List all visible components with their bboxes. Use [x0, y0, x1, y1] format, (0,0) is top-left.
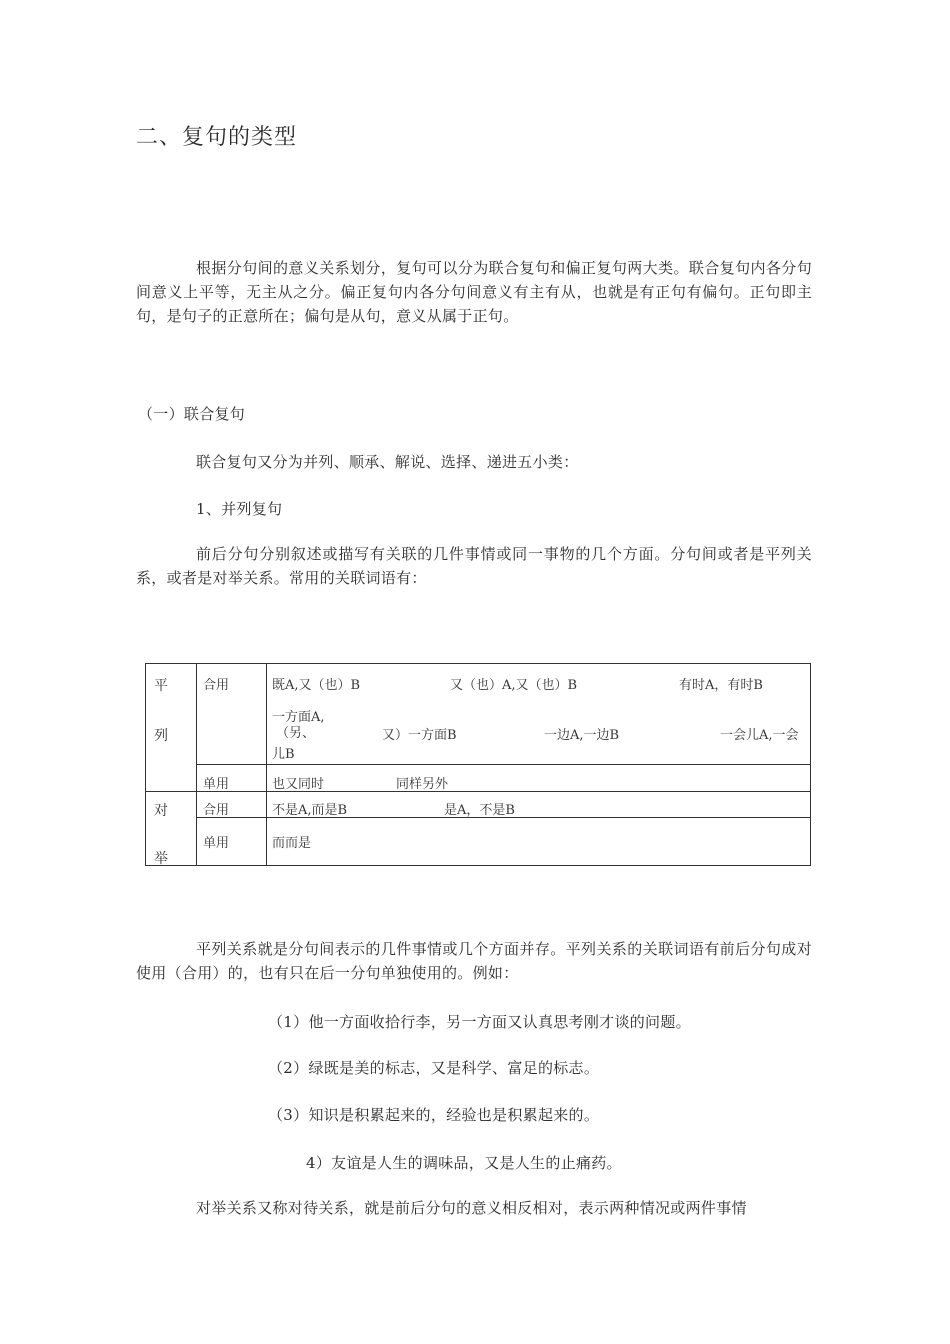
- intro-paragraph: 根据分句间的意义关系划分，复句可以分为联合复句和偏正复句两大类。联合复句内各分句间意义上平等，无主从之分。偏正复句内各分句间意义有主有从，也就是有正句有偏句。正句即主句，是句子的正意所在；偏句是从句，意义从属于正句。: [136, 259, 812, 325]
- conjunction: 一方面A,: [272, 710, 325, 725]
- conjunction: 是A，不是B: [444, 803, 515, 818]
- subsection-paragraph: 前后分句分别叙述或描写有关联的几件事情或同一事物的几个方面。分句间或者是平列关系，或者是对举关系。常用的关联词语有：: [136, 545, 812, 587]
- subsection-title: 1、并列复句: [196, 500, 283, 518]
- category-duiju-1: 对: [154, 803, 168, 819]
- conjunction: 既A,又（也）B: [272, 678, 361, 693]
- example-line: （1）他一方面收拾行李，另一方面又认真思考刚才谈的问题。: [268, 1013, 691, 1031]
- page-title: 二、复句的类型: [136, 125, 298, 150]
- conjunction: 而而是: [272, 836, 312, 851]
- last-paragraph-line: 对举关系又称对待关系，就是前后分句的意义相反相对，表示两种情况或两件事情: [196, 1199, 747, 1217]
- example-line: （3）知识是积累起来的，经验也是积累起来的。: [268, 1106, 600, 1124]
- example-line: （2）绿既是美的标志，又是科学、富足的标志。: [268, 1059, 600, 1077]
- conjunction: 也又同时: [272, 777, 325, 792]
- usage-danyong: 单用: [203, 777, 230, 792]
- conjunction: 又（也）A,又（也）B: [450, 678, 578, 693]
- category-pinglie-1: 平: [154, 678, 168, 694]
- conjunction: 不是A,而是B: [272, 803, 348, 818]
- conjunction: 有时A，有时B: [679, 678, 763, 693]
- usage-heyong-2: 合用: [203, 803, 230, 818]
- section-title: （一）联合复句: [138, 405, 246, 423]
- conjunction: （另、: [276, 726, 316, 741]
- conjunction: 又）一方面B: [382, 728, 457, 743]
- category-pinglie-2: 列: [154, 728, 168, 744]
- conjunction: 儿B: [272, 747, 295, 762]
- section-description: 联合复句又分为并列、顺承、解说、选择、递进五小类：: [196, 453, 579, 471]
- category-duiju-2: 举: [154, 851, 168, 867]
- conjunction: 同样另外: [396, 777, 449, 792]
- conjunction: 一边A,一边B: [544, 728, 620, 743]
- example-line: 4）友谊是人生的调味品，又是人生的止痛药。: [306, 1154, 622, 1172]
- conjunction: 一会儿A,一会: [720, 728, 799, 743]
- usage-heyong: 合用: [203, 678, 230, 693]
- usage-danyong-2: 单用: [203, 836, 230, 851]
- conjunction-table: [145, 663, 811, 866]
- explanation-paragraph: 平列关系就是分句间表示的几件事情或几个方面并存。平列关系的关联词语有前后分句成对使用（合用）的，也有只在后一分句单独使用的。例如：: [136, 940, 812, 982]
